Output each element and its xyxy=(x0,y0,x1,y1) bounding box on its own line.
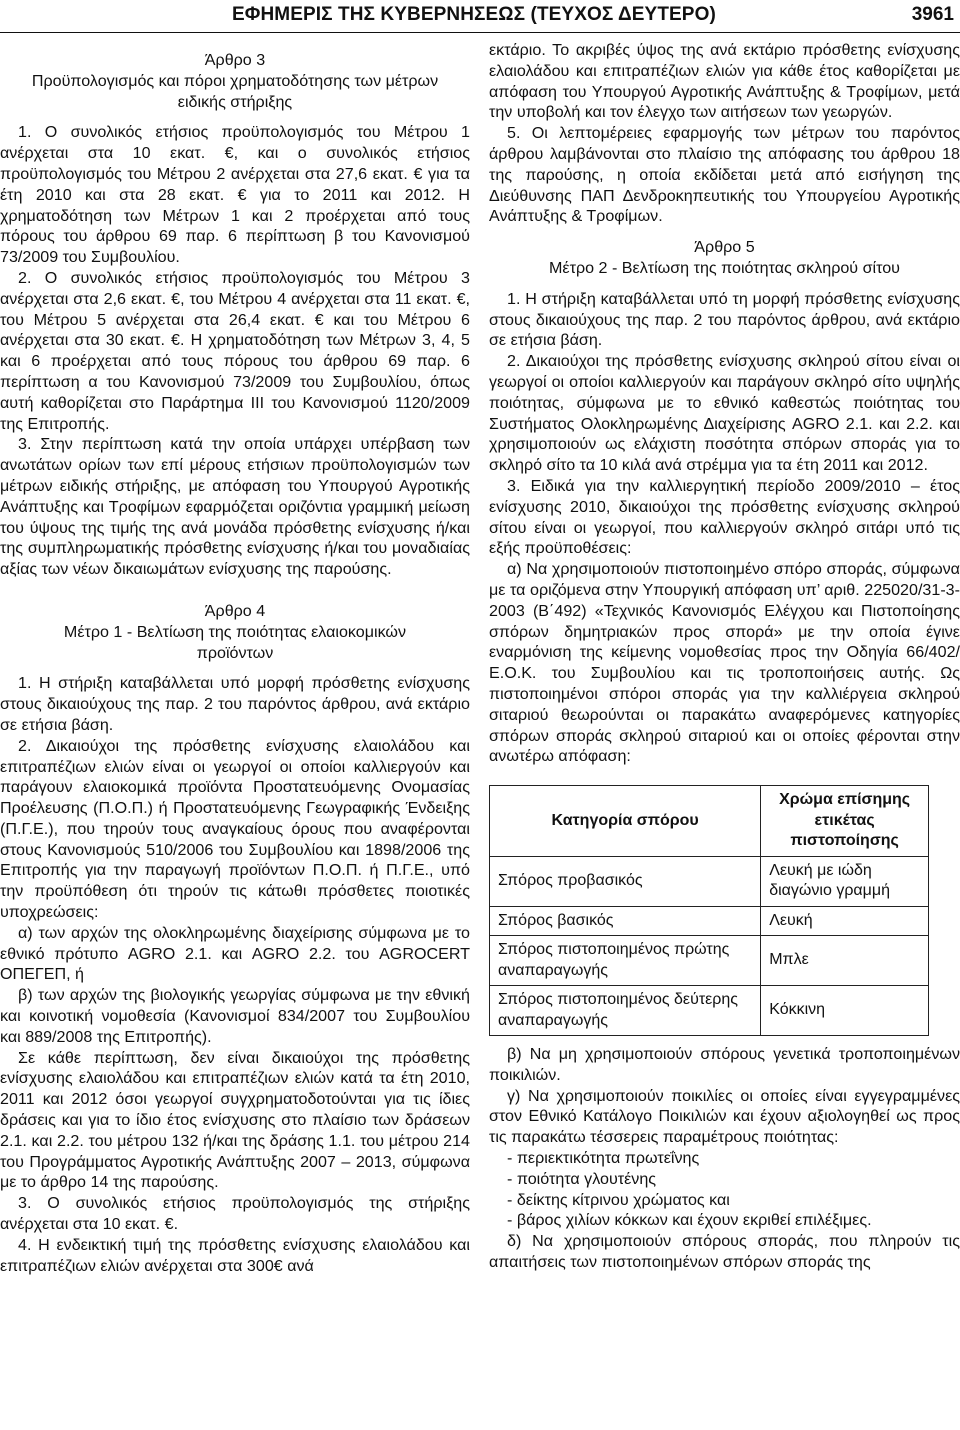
article-4-title: Άρθρο 4 xyxy=(204,601,266,620)
paragraph: γ) Να χρησιμοποιούν ποικιλίες οι οποίες είναι εγγεγραμμένες στον Εθνικό Κατάλογο Ποικιλιών και έχουν αξιολογηθεί ως προς τις παρακάτω τέσσερεις παραμέτρους ποιότητας: xyxy=(489,1086,960,1147)
paragraph: 3. Στην περίπτωση κατά την οποία υπάρχει υπέρβαση των ανωτάτων ορίων των επί μέρους ετήσιων προϋπολογισμών των μέτρων ειδικής στήριξης, με απόφαση του Υπουργού Αγροτικής Ανάπτυξης και Τροφίμων εφαρμόζεται οριζόντια γραμμική μείωση του ύψους της τιμής της ανά μονάδα πρόσθετης ενίσχυσης ή/και της συμπληρωματικής πρόσθετης ενίσχυσης ή/και του μοναδιαίας αξίας των νέων δικαιωμάτων ενίσχυσης της παρούσης. xyxy=(0,435,470,579)
paragraph: 2. Δικαιούχοι της πρόσθετης ενίσχυσης σκληρού σίτου είναι οι γεωργοί οι οποίοι καλλιεργούν και παράγουν σκληρό σίτο υψηλής ποιότητας, σύμφωνα με το εθνικό καθεστώς ποιότητας του Συστήματος Ολοκληρωμένης Διαχείρισης AGRO 2.1. και 2.2. και χρησιμοποιούν ως ελάχιστη ποσότητα σπόρων σποράς για το σκληρό σίτο τα 10 κιλά ανά στρέμμα για τα έτη 2011 και 2012. xyxy=(489,352,960,475)
right-column xyxy=(489,40,960,1273)
table-header-cell: Κατηγορία σπόρου xyxy=(490,786,761,857)
paragraph: 1. Ο συνολικός ετήσιος προϋπολογισμός του Μέτρου 1 ανέρχεται στα 10 εκατ. €, και ο συνολικός ετήσιος προϋπολογισμός του Μέτρου 2 ανέρχεται στα 27,6 εκατ. € για τα έτη 2010 και στα 28 εκατ. € για το 2011 και 2012. Η χρηματοδότηση των Μέτρων 1 και 2 προέρχεται από τους πόρους του άρθρου 69 παρ. 6 περίπτωση β του Κανονισμού 73/2009 του Συμβουλίου. xyxy=(0,123,470,267)
paragraph: 5. Οι λεπτομέρειες εφαρμογής των μέτρων του παρόντος άρθρου λαμβάνονται στο πλαίσιο της απόφασης του άρθρου 18 της παρούσης, η οποία εκδίδεται μετά από εισήγηση της Διεύθυνσης ΠΑΠ Δενδροκηπευτικής του Υπουργείου Αγροτικής Ανάπτυξης & Τροφίμων. xyxy=(489,124,960,226)
paragraph: εκτάριο. Το ακριβές ύψος της ανά εκτάριο πρόσθετης ενίσχυσης ελαιολάδου και επιτραπέζιων ελιών για κάθε έτος καθορίζεται με απόφαση του Υπουργού Αγροτικής Ανάπτυξης & Τροφίμων, μετά την υποβολή και τον έλεγχο των αιτήσεων των γεωργών. xyxy=(489,41,960,122)
paragraph: 4. Η ενδεικτική τιμή της πρόσθετης ενίσχυσης ελαιολάδου και επιτραπέζιων ελιών ανέρχεται στα 300€ ανά xyxy=(0,1235,470,1275)
page-number: 3961 xyxy=(911,4,954,25)
list-item: - ποιότητα γλουτένης xyxy=(507,1169,657,1188)
paragraph: δ) Να χρησιμοποιούν σπόρους σποράς, που πληρούν τις απαιτήσεις των πιστοποιημένων σπόρων σποράς της xyxy=(489,1232,960,1272)
paragraph: α) των αρχών της ολοκληρωμένης διαχείρισης σύμφωνα με το εθνικό πρότυπο AGRO 2.1. και AGRO 2.2. του AGROCERT ΟΠΕΓΕΠ, ή xyxy=(0,923,470,984)
table-cell: Κόκκινη xyxy=(761,986,929,1036)
table-cell: Λευκή xyxy=(761,906,929,936)
list-item: - βάρος χιλίων κόκκων και έχουν εκριθεί επιλέξιμες. xyxy=(507,1211,872,1230)
article-4-subtitle: Μέτρο 1 - Βελτίωση της ποιότητας ελαιοκομικών προϊόντων xyxy=(63,622,407,662)
article-5-subtitle: Μέτρο 2 - Βελτίωση της ποιότητας σκληρού σίτου xyxy=(549,258,900,277)
table-cell: Σπόρος βασικός xyxy=(490,906,761,936)
gazette-title: ΕΦΗΜΕΡΙΣ ΤΗΣ ΚΥΒΕΡΝΗΣΕΩΣ (ΤΕΥΧΟΣ ΔΕΥΤΕΡΟ) xyxy=(232,4,716,25)
table-cell: Σπόρος πιστοποιημένος δεύτερης αναπαραγωγής xyxy=(490,986,761,1036)
paragraph: 2. Δικαιούχοι της πρόσθετης ενίσχυσης ελαιολάδου και επιτραπέζιων ελιών είναι οι γεωργοί οι οποίοι καλλιεργούν και παράγουν ελαιοκομικά προϊόντα Προστατευόμενης Ονομασίας Προέλευσης (Π.Ο.Π.) ή Προστατευόμενης Γεωγραφικής Ένδειξης (Π.Γ.Ε.), που τηρούν τους αναγκαίους όρους που αναφέρονται στους Κανονισμούς 510/2006 του Συμβουλίου και 1898/2006 της Επιτροπής για την παραγωγή προϊόντων Π.Ο.Π. ή Π.Γ.Ε., υπό την προϋπόθεση ότι τηρούν τις κάτωθι πρόσθετες ποιοτικές υποχρεώσεις: xyxy=(0,736,470,922)
list-item: - περιεκτικότητα πρωτεΐνης xyxy=(507,1149,700,1168)
table-row xyxy=(490,856,929,906)
table-cell: Λευκή με ιώδη διαγώνιο γραμμή xyxy=(761,856,929,906)
paragraph: α) Να χρησιμοποιούν πιστοποιημένο σπόρο σποράς, σύμφωνα με τα οριζόμενα στην Υπουργική απόφαση υπ’ αριθ. 225020/31-3-2003 (Β΄492) «Τεχνικός Κανονισμός Ελέγχου και Πιστοποίησης σπόρων δημητριακών προς σπορά» με την οποία έγινε εναρμόνιση της κείμενης νομοθεσίας προς την Οδηγία 66/402/Ε.Ο.Κ. του Συμβουλίου και τις τροποποιήσεις αυτής. Ως πιστοποιημένοι σπόροι σποράς για την καλλιέργεια σκληρού σιταριού θεωρούνται οι παρακάτω αναφερόμενες κατηγορίες σπόρων σποράς σκληρού σιταριού και οι οποίες φέρονται στην ανωτέρω απόφαση: xyxy=(489,560,960,766)
paragraph: β) Να μη χρησιμοποιούν σπόρους γενετικά τροποποιημένων ποικιλιών. xyxy=(489,1045,960,1084)
seed-category-table xyxy=(489,785,929,1036)
header-divider xyxy=(0,32,960,33)
article-5-title: Άρθρο 5 xyxy=(694,238,755,257)
paragraph: 1. Η στήριξη καταβάλλεται υπό τη μορφή πρόσθετης ενίσχυσης στους δικαιούχους της παρ. 2 του παρόντος άρθρου, ανά εκτάριο σε ετήσια βάση. xyxy=(489,289,960,350)
paragraph: 3. Ειδικά για την καλλιεργητική περίοδο 2009/2010 – έτος ενίσχυσης 2010, δικαιούχοι της πρόσθετης ενίσχυσης σκληρού σίτου είναι οι γεωργοί, που καλλιεργούν σκληρό σιτάρι υπό τις εξής προϋποθέσεις: xyxy=(489,476,960,558)
table-cell: Σπόρος πιστοποιημένος πρώτης αναπαραγωγής xyxy=(490,936,761,986)
paragraph: β) των αρχών της βιολογικής γεωργίας σύμφωνα με την εθνική και κοινοτική νομοθεσία (Κανονισμοί 834/2007 του Συμβουλίου και 889/2008 της Επιτροπής). xyxy=(0,986,470,1046)
table-row xyxy=(490,986,929,1036)
article-3-subtitle: Προϋπολογισμός και πόροι χρηματοδότησης των μέτρων ειδικής στήριξης xyxy=(31,71,439,111)
paragraph: 2. Ο συνολικός ετήσιος προϋπολογισμός του Μέτρου 3 ανέρχεται στα 2,6 εκατ. €, του Μέτρου 4 ανέρχεται στα 11 εκατ. €, του Μέτρου 5 ανέρχεται στα 26,4 εκατ. € και του Μέτρου 6 ανέρχεται στα 30 εκατ. €. Η χρηματοδότηση των Μέτρων 3, 4, 5 και 6 προέρχεται από τους πόρους του άρθρου 69 παρ. 6 περίπτωση α του Κανονισμού 73/2009 του Συμβουλίου, όπως αυτή καθορίζεται στο Παράρτημα ΙΙΙ του Κανονισμού 1120/2009 της Επιτροπής. xyxy=(0,268,470,433)
page-header xyxy=(0,0,960,36)
table-row xyxy=(490,936,929,986)
table-cell: Σπόρος προβασικός xyxy=(490,856,761,906)
table-header-cell: Χρώμα επίσημης ετικέτας πιστοποίησης xyxy=(761,786,929,857)
table-row xyxy=(490,906,929,936)
list-item: - δείκτης κίτρινου χρώματος και xyxy=(507,1190,730,1209)
table-cell: Μπλε xyxy=(761,936,929,986)
left-column xyxy=(0,40,470,1276)
table-header-row xyxy=(490,786,929,857)
paragraph: 1. Η στήριξη καταβάλλεται υπό μορφή πρόσθετης ενίσχυσης στους δικαιούχους της παρ. 2 του παρόντος άρθρου, ανά εκτάριο σε ετήσια βάση. xyxy=(0,674,470,734)
paragraph: 3. Ο συνολικός ετήσιος προϋπολογισμός της στήριξης ανέρχεται στα 10 εκατ. €. xyxy=(0,1194,470,1234)
paragraph: Σε κάθε περίπτωση, δεν είναι δικαιούχοι της πρόσθετης ενίσχυσης ελαιολάδου και επιτραπέζιων ελιών κατά τα έτη 2010, 2011 και 2012 όσοι γεωργοί συγχρηματοδοτούνται για τις ίδιες δράσεις και για το ίδιο έτος ενίσχυσης στο πλαίσιο των δράσεων 2.1. και 2.2. του μέτρου 132 ή/και της δράσης 1.1. του μέτρου 214 του Προγράμματος Αγροτικής Ανάπτυξης 2007 – 2013, σύμφωνα με το άρθρο 14 της παρούσης. xyxy=(0,1048,470,1192)
article-3-title: Άρθρο 3 xyxy=(204,51,266,69)
